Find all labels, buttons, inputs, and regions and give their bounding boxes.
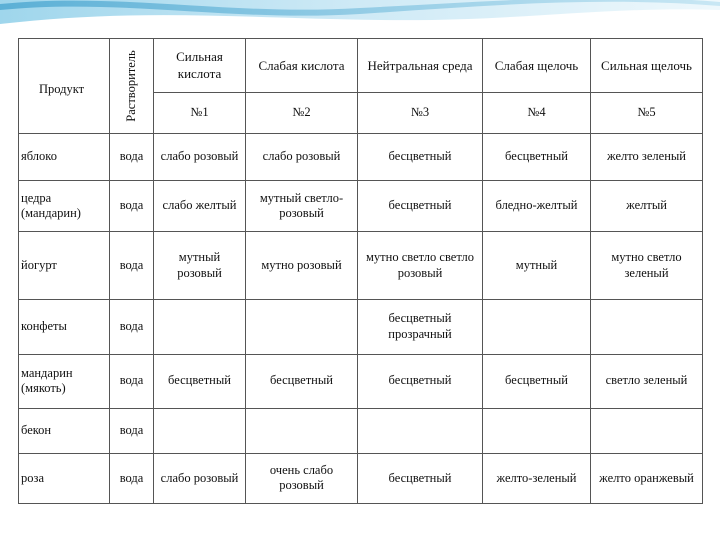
result-cell: желто-зеленый xyxy=(483,453,591,503)
result-cell: бесцветный xyxy=(483,134,591,181)
result-cell xyxy=(154,408,246,453)
solvent-cell: вода xyxy=(110,453,154,503)
result-cell: мутный xyxy=(483,232,591,300)
result-cell: мутно светло светло розовый xyxy=(358,232,483,300)
column-number: №2 xyxy=(246,93,358,134)
result-cell xyxy=(358,408,483,453)
result-cell xyxy=(483,408,591,453)
result-cell: бесцветный xyxy=(358,181,483,232)
product-cell: роза xyxy=(19,453,110,503)
table-row xyxy=(19,181,703,232)
result-cell: слабо желтый xyxy=(154,181,246,232)
result-cell: бесцветный xyxy=(358,134,483,181)
table-row xyxy=(19,354,703,408)
result-cell: бесцветный прозрачный xyxy=(358,300,483,354)
column-header-weak-alkali: Слабая щелочь xyxy=(483,39,591,93)
decorative-swoosh-banner xyxy=(0,0,720,40)
result-cell xyxy=(154,300,246,354)
result-cell xyxy=(591,408,703,453)
result-cell: светло зеленый xyxy=(591,354,703,408)
result-cell: мутный розовый xyxy=(154,232,246,300)
result-cell: бесцветный xyxy=(483,354,591,408)
table-row xyxy=(19,232,703,300)
product-cell: йогурт xyxy=(19,232,110,300)
result-cell: бесцветный xyxy=(358,453,483,503)
result-cell: слабо розовый xyxy=(154,134,246,181)
column-header-strong-acid: Сильная кислота xyxy=(154,39,246,93)
column-number: №5 xyxy=(591,93,703,134)
solvent-cell: вода xyxy=(110,232,154,300)
column-number: №1 xyxy=(154,93,246,134)
column-number: №4 xyxy=(483,93,591,134)
result-cell: бесцветный xyxy=(246,354,358,408)
column-number: №3 xyxy=(358,93,483,134)
results-table xyxy=(18,38,703,504)
result-cell: желто оранжевый xyxy=(591,453,703,503)
solvent-cell: вода xyxy=(110,354,154,408)
table-row xyxy=(19,300,703,354)
result-cell: желто зеленый xyxy=(591,134,703,181)
table-row xyxy=(19,453,703,503)
product-cell: яблоко xyxy=(19,134,110,181)
result-cell: слабо розовый xyxy=(154,453,246,503)
column-header-neutral: Нейтральная среда xyxy=(358,39,483,93)
solvent-cell: вода xyxy=(110,181,154,232)
result-cell xyxy=(591,300,703,354)
result-cell xyxy=(483,300,591,354)
product-cell: конфеты xyxy=(19,300,110,354)
table-row xyxy=(19,408,703,453)
solvent-cell: вода xyxy=(110,300,154,354)
result-cell: бесцветный xyxy=(154,354,246,408)
product-header-cell xyxy=(19,39,110,134)
solvent-header: Растворитель xyxy=(123,50,138,122)
product-cell: цедра (мандарин) xyxy=(19,181,110,232)
column-header-weak-acid: Слабая кислота xyxy=(246,39,358,93)
solvent-cell: вода xyxy=(110,408,154,453)
result-cell xyxy=(246,300,358,354)
column-header-strong-alkali: Сильная щелочь xyxy=(591,39,703,93)
product-cell: бекон xyxy=(19,408,110,453)
table-row xyxy=(19,134,703,181)
result-cell: мутно светло зеленый xyxy=(591,232,703,300)
result-cell: мутно розовый xyxy=(246,232,358,300)
result-cell: слабо розовый xyxy=(246,134,358,181)
result-cell: желтый xyxy=(591,181,703,232)
result-cell: бледно-желтый xyxy=(483,181,591,232)
result-cell xyxy=(246,408,358,453)
solvent-cell: вода xyxy=(110,134,154,181)
result-cell: мутный светло-розовый xyxy=(246,181,358,232)
result-cell: очень слабо розовый xyxy=(246,453,358,503)
result-cell: бесцветный xyxy=(358,354,483,408)
product-header: Продукт xyxy=(39,82,85,97)
solvent-header-cell xyxy=(110,39,154,134)
product-cell: мандарин (мякоть) xyxy=(19,354,110,408)
